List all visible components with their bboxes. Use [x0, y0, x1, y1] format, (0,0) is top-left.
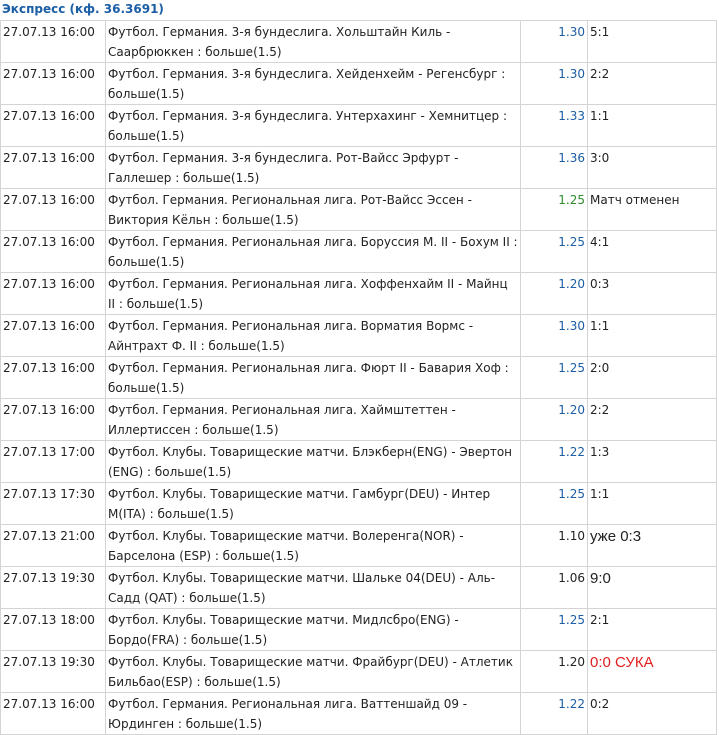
bet-row — [1, 105, 717, 147]
bet-event: Футбол. Германия. Региональная лига. Хаймштеттен - Иллертиссен : больше(1.5) — [106, 399, 521, 441]
bet-date: 27.07.13 16:00 — [1, 399, 106, 441]
bet-coefficient: 1.30 — [521, 21, 588, 63]
bet-coefficient: 1.20 — [521, 273, 588, 315]
bet-row — [1, 357, 717, 399]
bet-date: 27.07.13 19:30 — [1, 651, 106, 693]
bet-event: Футбол. Клубы. Товарищеские матчи. Фрайбург(DEU) - Атлетик Бильбао(ESP) : больше(1.5) — [106, 651, 521, 693]
bet-date: 27.07.13 16:00 — [1, 63, 106, 105]
bet-event: Футбол. Германия. 3-я бундеслига. Хейденхейм - Регенсбург : больше(1.5) — [106, 63, 521, 105]
bet-date: 27.07.13 16:00 — [1, 147, 106, 189]
bet-event: Футбол. Германия. Региональная лига. Боруссия М. II - Бохум II : больше(1.5) — [106, 231, 521, 273]
bet-event: Футбол. Германия. Региональная лига. Фюрт II - Бавария Хоф : больше(1.5) — [106, 357, 521, 399]
bet-result: 3:0 — [588, 147, 717, 189]
bet-date: 27.07.13 16:00 — [1, 21, 106, 63]
bet-coefficient: 1.06 — [521, 567, 588, 609]
bet-result: 1:3 — [588, 441, 717, 483]
bet-row — [1, 567, 717, 609]
bet-date: 27.07.13 16:00 — [1, 189, 106, 231]
bet-date: 27.07.13 17:00 — [1, 441, 106, 483]
bet-coefficient: 1.25 — [521, 609, 588, 651]
bet-result: 2:2 — [588, 399, 717, 441]
bets-table-body — [1, 21, 717, 735]
bet-result: 0:2 — [588, 693, 717, 735]
bet-event: Футбол. Германия. Региональная лига. Ворматия Вормс - Айнтрахт Ф. II : больше(1.5) — [106, 315, 521, 357]
bet-date: 27.07.13 19:30 — [1, 567, 106, 609]
bet-row — [1, 189, 717, 231]
bets-table — [0, 20, 717, 735]
bet-row — [1, 609, 717, 651]
bet-result: 1:1 — [588, 105, 717, 147]
bet-event: Футбол. Германия. 3-я бундеслига. Рот-Вайсс Эрфурт - Галлешер : больше(1.5) — [106, 147, 521, 189]
bet-date: 27.07.13 16:00 — [1, 315, 106, 357]
bet-event: Футбол. Германия. 3-я бундеслига. Унтерхахинг - Хемнитцер : больше(1.5) — [106, 105, 521, 147]
bet-result: 1:1 — [588, 315, 717, 357]
bet-date: 27.07.13 16:00 — [1, 693, 106, 735]
bet-event: Футбол. Клубы. Товарищеские матчи. Гамбург(DEU) - Интер М(ITA) : больше(1.5) — [106, 483, 521, 525]
bet-date: 27.07.13 18:00 — [1, 609, 106, 651]
bet-row — [1, 693, 717, 735]
bet-result: уже 0:3 — [588, 525, 717, 567]
bet-date: 27.07.13 17:30 — [1, 483, 106, 525]
bet-coefficient: 1.20 — [521, 399, 588, 441]
bet-coefficient: 1.33 — [521, 105, 588, 147]
bet-coefficient: 1.30 — [521, 315, 588, 357]
bet-result: 0:0 СУКА — [588, 651, 717, 693]
bet-date: 27.07.13 16:00 — [1, 357, 106, 399]
bet-result: 1:1 — [588, 483, 717, 525]
bet-row — [1, 315, 717, 357]
bet-date: 27.07.13 16:00 — [1, 105, 106, 147]
bet-coefficient: 1.22 — [521, 693, 588, 735]
bet-event: Футбол. Германия. 3-я бундеслига. Хольштайн Киль - Саарбрюккен : больше(1.5) — [106, 21, 521, 63]
bet-result: Матч отменен — [588, 189, 717, 231]
bet-row — [1, 147, 717, 189]
bet-date: 27.07.13 16:00 — [1, 231, 106, 273]
bet-row — [1, 231, 717, 273]
bet-coefficient: 1.30 — [521, 63, 588, 105]
bet-result: 5:1 — [588, 21, 717, 63]
bet-coefficient: 1.20 — [521, 651, 588, 693]
bet-coefficient: 1.25 — [521, 231, 588, 273]
bet-row — [1, 399, 717, 441]
bet-event: Футбол. Клубы. Товарищеские матчи. Волеренга(NOR) - Барселона (ESP) : больше(1.5) — [106, 525, 521, 567]
bet-row — [1, 441, 717, 483]
bet-row — [1, 525, 717, 567]
bet-coefficient: 1.25 — [521, 483, 588, 525]
bet-event: Футбол. Клубы. Товарищеские матчи. Блэкберн(ENG) - Эвертон (ENG) : больше(1.5) — [106, 441, 521, 483]
express-title: Экспресс (кф. 36.3691) — [2, 2, 164, 16]
bet-coefficient: 1.36 — [521, 147, 588, 189]
bet-row — [1, 63, 717, 105]
bet-row — [1, 651, 717, 693]
bet-event: Футбол. Германия. Региональная лига. Хоффенхайм II - Майнц II : больше(1.5) — [106, 273, 521, 315]
bet-row — [1, 483, 717, 525]
bet-event: Футбол. Германия. Региональная лига. Рот-Вайсс Эссен - Виктория Кёльн : больше(1.5) — [106, 189, 521, 231]
bet-row — [1, 273, 717, 315]
bet-coefficient: 1.22 — [521, 441, 588, 483]
bet-event: Футбол. Клубы. Товарищеские матчи. Мидлсбро(ENG) - Бордо(FRA) : больше(1.5) — [106, 609, 521, 651]
bet-date: 27.07.13 21:00 — [1, 525, 106, 567]
bet-date: 27.07.13 16:00 — [1, 273, 106, 315]
bet-result: 9:0 — [588, 567, 717, 609]
bet-result: 2:0 — [588, 357, 717, 399]
bet-result: 2:1 — [588, 609, 717, 651]
bet-result: 4:1 — [588, 231, 717, 273]
bet-row — [1, 21, 717, 63]
bet-event: Футбол. Германия. Региональная лига. Ваттеншайд 09 - Юрдинген : больше(1.5) — [106, 693, 521, 735]
bet-event: Футбол. Клубы. Товарищеские матчи. Шальке 04(DEU) - Аль-Садд (QAT) : больше(1.5) — [106, 567, 521, 609]
bet-result: 0:3 — [588, 273, 717, 315]
bet-result: 2:2 — [588, 63, 717, 105]
bet-coefficient: 1.25 — [521, 357, 588, 399]
bet-coefficient: 1.25 — [521, 189, 588, 231]
bet-coefficient: 1.10 — [521, 525, 588, 567]
